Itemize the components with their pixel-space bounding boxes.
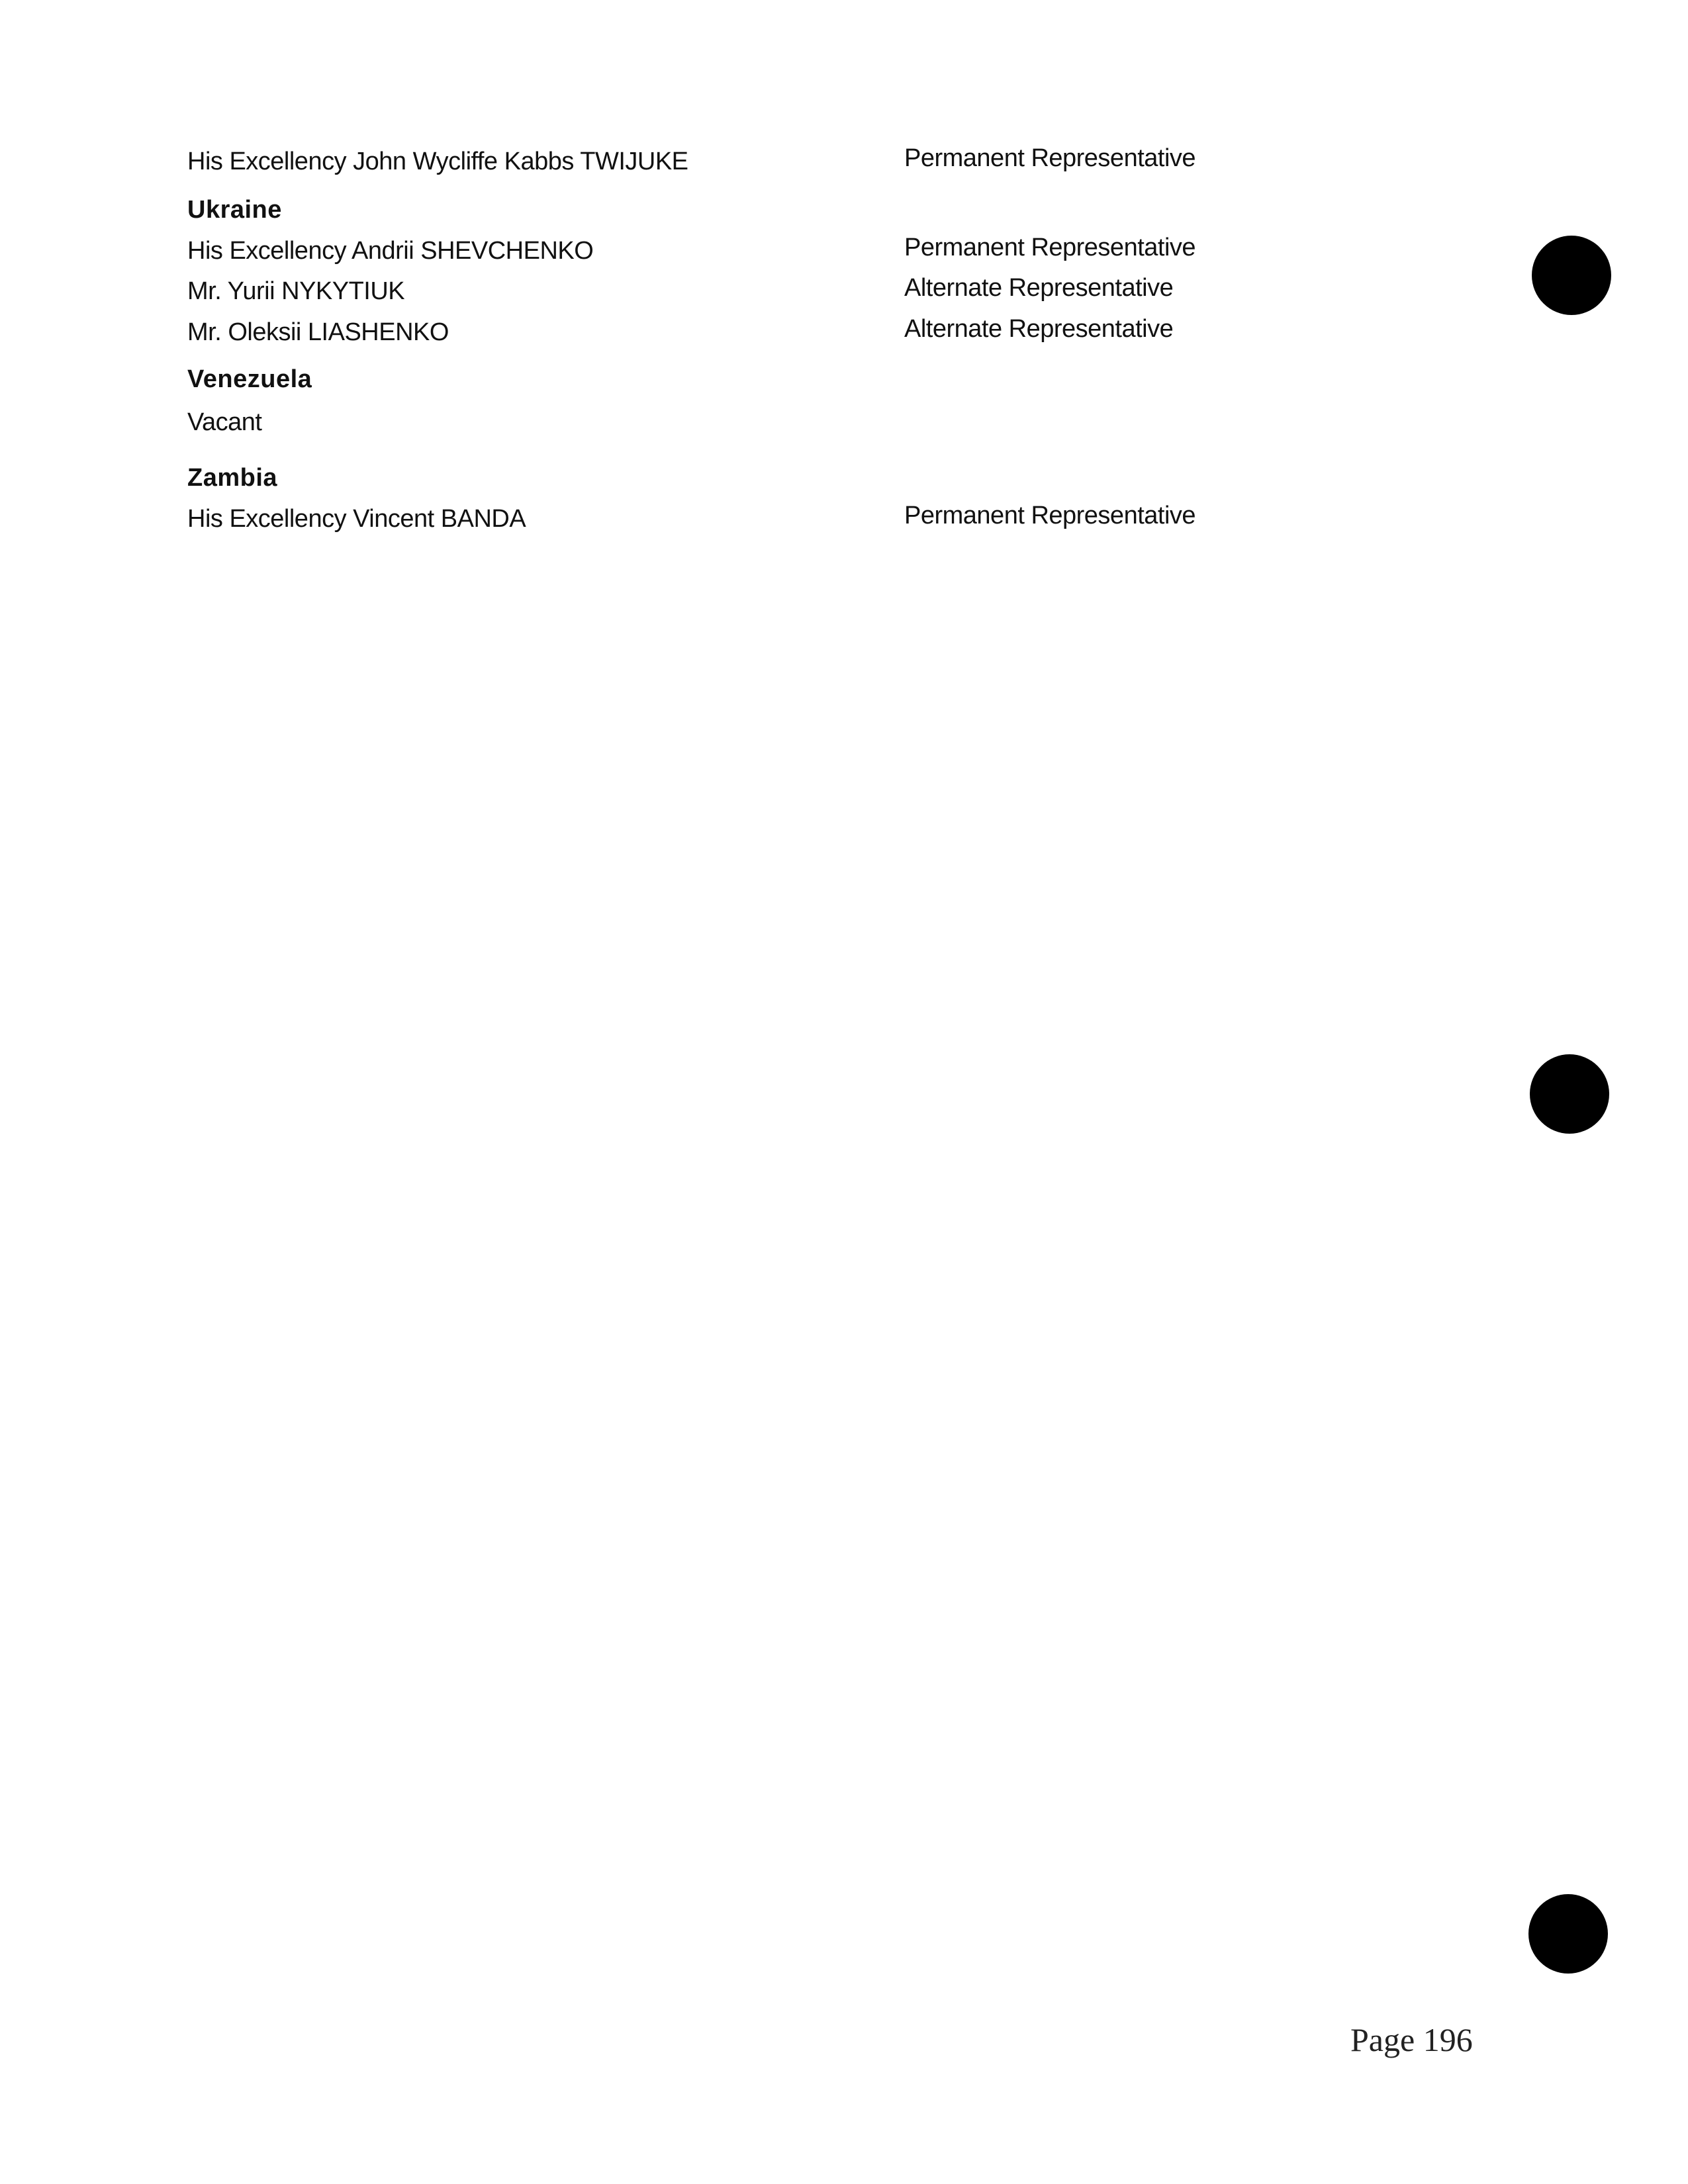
punch-hole-bottom <box>1528 1894 1608 1974</box>
representative-name: His Excellency Vincent BANDA <box>187 505 526 533</box>
page-number: Page 196 <box>1350 2021 1473 2058</box>
representative-name: His Excellency John Wycliffe Kabbs TWIJUKE <box>187 148 688 175</box>
representative-name: Vacant <box>187 408 262 436</box>
representative-name: Mr. Yurii NYKYTIUK <box>187 277 405 305</box>
representative-name: Mr. Oleksii LIASHENKO <box>187 318 449 346</box>
representative-title: Alternate Representative <box>904 274 1174 302</box>
country-heading: Ukraine <box>187 196 282 224</box>
representative-title: Permanent Representative <box>904 502 1196 529</box>
punch-hole-middle <box>1530 1054 1609 1134</box>
representative-title: Permanent Representative <box>904 234 1196 261</box>
representative-title: Permanent Representative <box>904 144 1196 172</box>
country-heading: Zambia <box>187 464 278 492</box>
representative-title: Alternate Representative <box>904 315 1174 343</box>
representative-name: His Excellency Andrii SHEVCHENKO <box>187 237 594 265</box>
country-heading: Venezuela <box>187 365 312 393</box>
punch-hole-top <box>1532 236 1611 315</box>
